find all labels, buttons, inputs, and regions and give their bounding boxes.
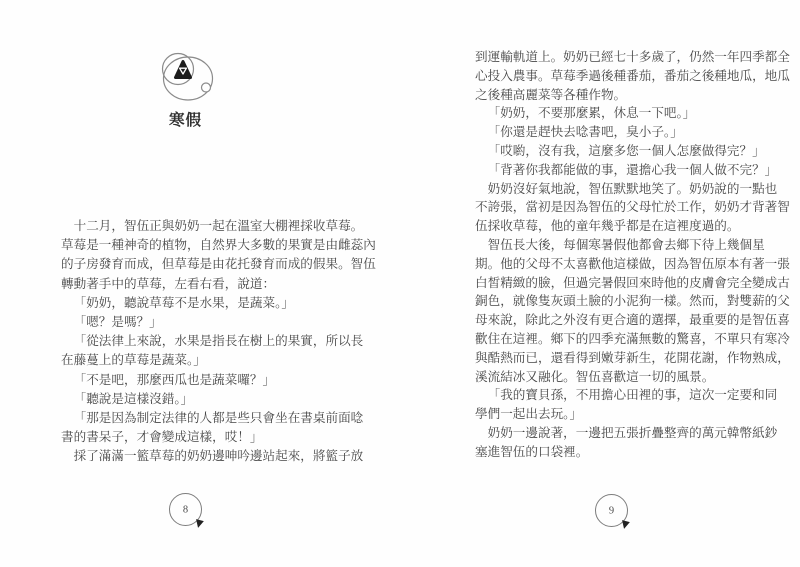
text-line: 與酷熱而已，還看得到嫩芽新生，花開花謝，作物熟成， [475,350,790,365]
page-number-badge-left [169,493,202,526]
text-line: 智伍長大後，每個寒暑假他都會去鄉下待上幾個星 [487,237,765,252]
text-line: 書的書呆子，才會變成這樣，哎！」 [61,430,263,445]
chapter-ornament-icon [155,45,220,105]
chapter-title: 寒假 [169,112,203,129]
text-line: 白皙精緻的臉，但過完暑假回來時他的皮膚會完全變成古 [475,275,790,290]
text-line: 「你還是趕快去唸書吧，臭小子。」 [487,125,683,140]
text-line: 採了滿滿一籃草莓的奶奶邊呻吟邊站起來，將籃子放 [73,449,364,464]
text-line: 「從法律上來說，水果是指長在樹上的果實，所以長 [73,334,364,349]
text-line: 塞進智伍的口袋裡。 [475,444,589,459]
text-line: 的子房發育而成，但草莓是由花托發育而成的假果。智伍 [61,257,376,272]
orbit-arrow-icon [620,520,630,530]
text-line: 「我的寶貝孫，不用擔心田裡的事，這次一定要和同 [487,388,778,403]
text-line: 歡住在這裡。鄉下的四季充滿無數的驚喜，不單只有寒冷 [475,331,790,346]
text-line: 「奶奶，聽說草莓不是水果，是蔬菜。」 [73,295,294,310]
text-line: 轉動著手中的草莓，左看右看，說道： [61,276,276,291]
text-line: 「背著你我都能做的事，還擔心我一個人做不完？」 [487,162,778,177]
text-line: 學們一起出去玩。」 [475,407,583,422]
page-number-badge-right [595,494,628,527]
left-page-body [61,217,391,467]
text-line: 溪流結冰又融化。智伍喜歡這一切的風景。 [475,369,715,384]
text-line: 銅色，就像隻灰頭土臉的小泥狗一樣。然而，對雙薪的父 [475,294,790,309]
right-page-body [475,48,800,462]
text-line: 在藤蔓上的草莓是蔬菜。」 [61,353,206,368]
text-line: 「嗯？是嗎？」 [73,315,162,330]
page-number: 8 [182,503,189,515]
text-line: 到運輸軌道上。奶奶已經七十多歲了，仍然一年四季都全 [475,50,790,64]
text-line: 母來說，除此之外沒有更合適的選擇，最重要的是智伍喜 [475,313,790,328]
orbit-circles-with-pyramid-icon [155,45,220,105]
text-line: 「那是因為制定法律的人都是些只會坐在書桌前面唸 [73,411,364,426]
text-line: 十二月，智伍正與奶奶一起在溫室大棚裡採收草莓。 [73,219,364,233]
text-line: 期。他的父母不太喜歡他這樣做，因為智伍原本有著一張 [475,256,790,271]
text-line: 「不是吧，那麼西瓜也是蔬菜囉？」 [73,372,276,387]
text-line: 「聽說是這樣沒錯。」 [73,391,194,406]
text-line: 奶奶沒好氣地說，智伍默默地笑了。奶奶說的一點也 [487,181,778,196]
text-line: 「奶奶，不要那麼累，休息一下吧。」 [487,106,696,121]
text-line: 奶奶一邊說著，一邊把五張折疊整齊的萬元韓幣紙鈔 [487,425,778,440]
text-line: 之後種高麗菜等各種作物。 [475,87,627,102]
text-line: 「哎喲，沒有我，這麼多您一個人怎麼做得完？」 [487,143,765,158]
orbit-arrow-icon [194,519,204,529]
text-line: 不誇張，當初是因為智伍的父母忙於工作，奶奶才背著智 [475,200,790,215]
text-line: 心投入農事。草莓季過後種番茄，番茄之後種地瓜，地瓜 [475,68,790,83]
text-line: 伍採收草莓，他的童年幾乎都是在這裡度過的。 [475,219,740,234]
page-number: 9 [608,504,615,516]
text-line: 草莓是一種神奇的植物，自然界大多數的果實是由雌蕊內 [61,238,376,253]
